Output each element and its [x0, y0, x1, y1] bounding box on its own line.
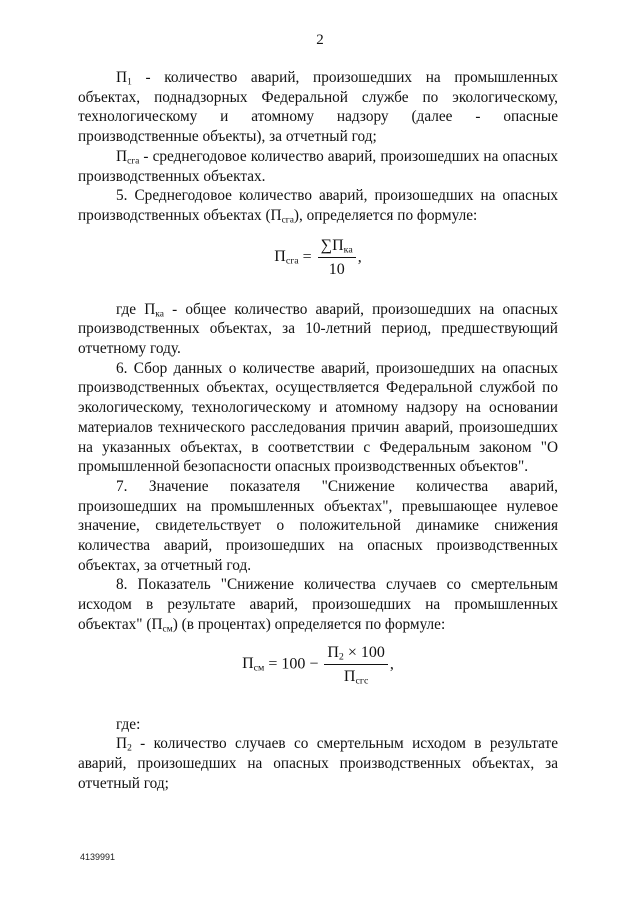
formula-subscript: см [253, 662, 265, 674]
formula-denominator: 10 [328, 260, 345, 278]
paragraph-psga-definition [78, 147, 558, 186]
symbol-p: П [116, 147, 128, 165]
paragraph-item-5 [78, 186, 558, 225]
formula-fraction [324, 645, 388, 685]
formula-symbol: П [242, 655, 254, 673]
paragraph-text: ) (в процентах) определяется по формуле: [172, 615, 446, 633]
symbol-p: П [116, 69, 128, 86]
symbol-subscript: сга [127, 156, 140, 167]
paragraph-p2-definition [78, 734, 558, 793]
formula-numerator [324, 645, 388, 665]
paragraph-item-6: 6. Сбор данных о количестве аварий, произошедших на опасных производственных объектах, осуществляется Федеральной службой по экологическому, технологическому и атомному надзору на основании материалов технического расследования причин аварий, произошедших на указанных объектах, в соответствии с Федеральным законом "О промышленной безопасности опасных производственных объектов". [78, 359, 558, 476]
formula-tail: , [389, 655, 394, 673]
paragraph-p1-definition [78, 68, 558, 147]
paragraph-text: - среднегодовое количество аварий, произошедших на опасных производственных объектах. [78, 147, 558, 185]
page-number: 2 [316, 32, 324, 48]
formula-symbol: П [274, 248, 286, 266]
formula-equals: = [302, 248, 312, 266]
formula-subscript: 2 [338, 651, 344, 663]
paragraph-text: 5. Среднегодовое количество аварий, произошедших на опасных производственных объектах (П [78, 187, 558, 224]
formula-fraction [318, 238, 356, 278]
formula-subscript: ка [343, 244, 353, 256]
document-body [78, 68, 558, 793]
symbol-subscript: сга [281, 215, 294, 226]
symbol-subscript: см [162, 624, 173, 635]
paragraph-text: - общее количество аварий, произошедших на опасных производственных объектах, за 10-летний период, предшествующий отчетному году. [78, 300, 558, 358]
formula-lhs [274, 248, 298, 265]
paragraph-text: ), определяется по формуле: [293, 206, 478, 224]
formula-numerator [318, 238, 356, 258]
formula-fatality-reduction [78, 635, 558, 715]
formula-equals: = 100 − [268, 655, 319, 673]
paragraph-text: 8. Показатель "Снижение количества случаев со смертельным исходом в результате аварий, произошедших на промышленных объектах" (П [78, 576, 558, 633]
paragraph-text: - количество случаев со смертельным исходом в результате аварий, произошедших на опасных производственных объектах, за отчетный год; [78, 735, 558, 792]
paragraph-item-7: 7. Значение показателя "Снижение количества аварий, произошедших на промышленных объектах", превышающее нулевое значение, свидетельствует о положительной динамике снижения количества аварий, произошедших на опасных производственных объектах, за отчетный год. [78, 477, 558, 574]
formula-subscript: сга [285, 255, 299, 267]
document-code: 4139991 [80, 852, 116, 862]
paragraph-text: где П [116, 300, 156, 318]
paragraph-pka-definition [78, 300, 558, 359]
paragraph-text: - количество аварий, произошедших на промышленных объектах, поднадзорных Федеральной службе по экологическому, технологическому и атомному надзору (далее - опасные производственные объекты), за отчетный год; [78, 69, 558, 146]
formula-average-accidents [78, 226, 558, 300]
formula-symbol: ∑П [320, 236, 344, 254]
formula-subscript: сгс [355, 675, 369, 687]
symbol-subscript: ка [155, 308, 164, 319]
paragraph-where: где: [116, 715, 141, 733]
formula-symbol: П [327, 643, 339, 661]
symbol-p: П [116, 735, 128, 753]
formula-denominator [324, 665, 388, 685]
formula-tail: , [357, 248, 362, 266]
symbol-subscript: 2 [127, 743, 132, 754]
formula-symbol: П [343, 667, 356, 685]
symbol-subscript: 1 [127, 77, 132, 88]
formula-lhs [242, 655, 264, 672]
paragraph-item-8 [78, 575, 558, 634]
formula-text: × 100 [343, 643, 385, 661]
